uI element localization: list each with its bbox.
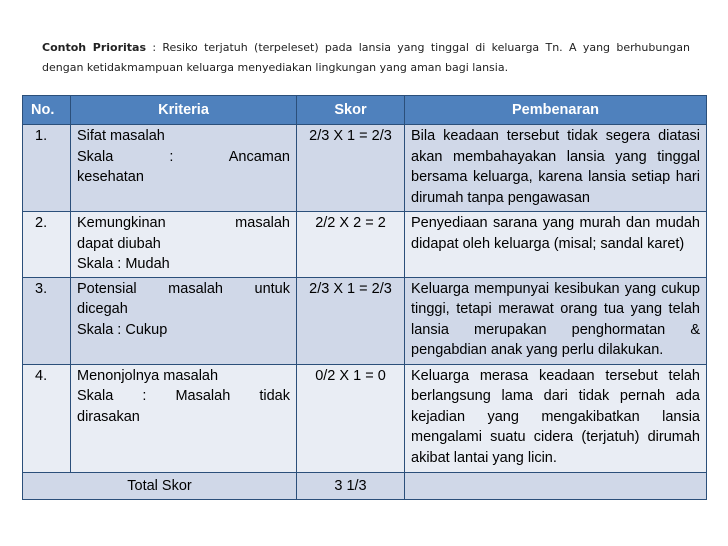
row-pembenaran: Bila keadaan tersebut tidak segera diatasi akan membahayakan lansia yang tinggal bersama keluarga, karena lansia setiap hari dirumah tanpa pengawasan bbox=[405, 125, 707, 212]
table-row bbox=[23, 277, 707, 364]
header-skor: Skor bbox=[297, 96, 405, 125]
row-number: 4. bbox=[23, 364, 71, 472]
row-pembenaran: Penyediaan sarana yang murah dan mudah didapat oleh keluarga (misal; sandal karet) bbox=[405, 212, 707, 278]
row-kriteria bbox=[71, 277, 297, 364]
row-pembenaran: Keluarga mempunyai kesibukan yang cukup tinggi, tetapi merawat orang tua yang telah lansia merupakan penghormatan & pengabdian anak yang perlu dilakukan. bbox=[405, 277, 707, 364]
kriteria-line: Skala : Cukup bbox=[77, 321, 168, 338]
header-kriteria: Kriteria bbox=[71, 96, 297, 125]
total-empty-cell bbox=[405, 472, 707, 500]
row-skor: 2/3 X 1 = 2/3 bbox=[297, 125, 405, 212]
row-skor: 2/3 X 1 = 2/3 bbox=[297, 277, 405, 364]
row-kriteria bbox=[71, 364, 297, 472]
total-value: 3 1/3 bbox=[297, 472, 405, 500]
row-pembenaran: Keluarga merasa keadaan tersebut telah berlangsung lama dari tidak pernah ada kejadian yang mengakibatkan lansia mengalami suatu cidera (terjatuh) dirumah akibat lantai yang licin. bbox=[405, 364, 707, 472]
kriteria-line: Skala : Mudah bbox=[77, 256, 170, 272]
kriteria-line: Skala : Masalah tidak bbox=[77, 388, 290, 404]
table-row bbox=[23, 212, 707, 278]
row-skor: 2/2 X 2 = 2 bbox=[297, 212, 405, 278]
kriteria-line: Menonjolnya masalah bbox=[77, 367, 219, 384]
priority-table bbox=[22, 95, 707, 500]
table-row bbox=[23, 125, 707, 212]
row-kriteria bbox=[71, 212, 297, 278]
kriteria-line: dapat diubah bbox=[77, 235, 161, 252]
kriteria-line: Sifat masalah bbox=[77, 128, 165, 144]
kriteria-line: Potensial masalah untuk bbox=[77, 280, 290, 297]
header-no: No. bbox=[23, 96, 71, 125]
kriteria-line: kesehatan bbox=[77, 169, 144, 185]
row-kriteria bbox=[71, 125, 297, 212]
row-number: 1. bbox=[23, 125, 71, 212]
intro-label: Contoh Prioritas bbox=[42, 41, 146, 54]
kriteria-line: dicegah bbox=[77, 301, 128, 317]
table-row bbox=[23, 364, 707, 472]
kriteria-line: dirasakan bbox=[77, 408, 140, 425]
total-row bbox=[23, 472, 707, 500]
intro-text: : Resiko terjatuh (terpeleset) pada lansia yang tinggal di keluarga Tn. A yang berhubungan dengan ketidakmampuan keluarga menyediakan lingkungan yang aman bagi lansia. bbox=[42, 41, 690, 74]
row-skor: 0/2 X 1 = 0 bbox=[297, 364, 405, 472]
table-header-row bbox=[23, 96, 707, 125]
row-number: 2. bbox=[23, 212, 71, 278]
total-label: Total Skor bbox=[23, 472, 297, 500]
intro-paragraph bbox=[42, 38, 690, 78]
row-number: 3. bbox=[23, 277, 71, 364]
kriteria-line: Kemungkinan masalah bbox=[77, 215, 290, 231]
header-pembenaran: Pembenaran bbox=[405, 96, 707, 125]
kriteria-line: Skala : Ancaman bbox=[77, 148, 290, 165]
